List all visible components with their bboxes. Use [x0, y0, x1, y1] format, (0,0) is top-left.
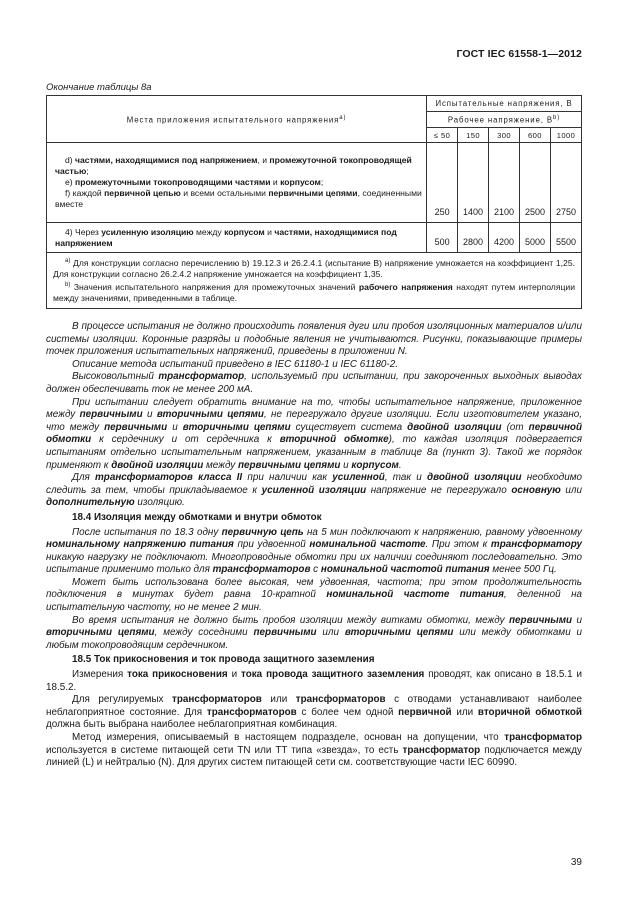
table-cell-value: 500	[427, 223, 458, 253]
voltage-col-header: ≤ 50	[427, 128, 458, 143]
table-cell-value: 5500	[550, 223, 581, 253]
header-test-voltages: Испытательные напряжения, В	[427, 96, 582, 112]
table-cell-value: 2750	[550, 143, 581, 223]
section-heading-18-5: 18.5 Ток прикосновения и ток провода защитного заземления	[72, 654, 375, 666]
paragraph: Измерения тока прикосновения и тока провода защитного заземления проводят, как описано в 18.5.1 и 18.5.2.	[46, 669, 582, 693]
table-cell-value: 4200	[489, 223, 520, 253]
table-cell-value: 2800	[458, 223, 489, 253]
paragraph: Для трансформаторов класса II при наличии как усиленной, так и двойной изоляции необходимо следить за тем, чтобы прикладываемое к усиленной изоляции напряжение не перегружало основную или дополнительную изоляцию.	[46, 472, 582, 509]
body-text	[46, 321, 582, 770]
footnote-b: $^{b)}$ Значения испытательного напряжения для промежуточных значений рабочего напряжения находят путем интерполяции между значениями, приведенными в таблице.	[53, 281, 575, 303]
voltage-col-header: 600	[520, 128, 551, 143]
voltage-col-header: 150	[458, 128, 489, 143]
paragraph: Метод измерения, описываемый в настоящем подразделе, основан на допущении, что трансформатор используется в системе питающей сети TN или TT типа «звезда», то есть трансформатор подключается между линией (L) и нейтралью (N). Для других систем питающей сети см. соответствующие части IEC 60990.	[46, 732, 582, 769]
table-cell-value: 5000	[520, 223, 551, 253]
test-voltage-table	[46, 95, 582, 309]
table-cell-value: 250	[427, 143, 458, 223]
standard-id: ГОСТ IEC 61558-1—2012	[456, 48, 582, 60]
paragraph: Во время испытания не должно быть пробоя изоляции между витками обмотки, между первичными и вторичными цепями, между соседними первичными или вторичными цепями или между обмотками и любым токопроводящим сердечником.	[46, 614, 583, 651]
voltage-col-header: 1000	[550, 128, 581, 143]
table-row-places-4: 4) Через усиленную изоляцию между корпусом и частями, находящимися под напряжением	[47, 223, 427, 253]
table-caption: Окончание таблицы 8а	[46, 82, 152, 93]
footnote-a: $^{a)}$ Для конструкции согласно перечислению b) 19.12.3 и 26.2.4.1 (испытание B) напряжение умножается на коэффициент 1,25. Для конструкции согласно 26.2.4.2 напряжение умножается на коэффициент 1,35.	[53, 257, 575, 279]
voltage-col-header: 300	[489, 128, 520, 143]
paragraph: Для регулируемых трансформаторов или трансформаторов с отводами устанавливают наиболее неблагоприятное состояние. Для трансформаторов с более чем одной первичной или вторичной обмоткой должна быть выбрана наиболее неблагоприятная комбинация.	[46, 694, 582, 731]
page-number: 39	[570, 857, 582, 868]
table-cell-value: 2100	[489, 143, 520, 223]
paragraph: В процессе испытания не должно происходить появления дуги или пробоя изоляционных материалов и/или системы изоляции. Коронные разряды и подобные явления не учитываются. Рисунки, показывающие примеры точек приложения испытательных напряжений, приведены в приложении N.	[46, 321, 582, 358]
paragraph: Может быть использована более высокая, чем удвоенная, частота; при этом продолжительность подключения в минутах будет равна 10-кратной номинальной частоте питания, деленной на испытательную частоту, но не менее 2 мин.	[46, 576, 582, 614]
header-working-voltage: Рабочее напряжение, $В^{b)}$	[427, 112, 582, 128]
header-places: Места приложения испытательного напряжения$^{a)}$	[47, 96, 427, 143]
table-row-places-d-e-f: d) частями, находящимися под напряжением, и промежуточной токопроводящей частью; e) промежуточными токопроводящими частями и корпусом; f) каждой первичной цепью и всеми остальными первичными цепями, соединенными вместе	[47, 143, 427, 223]
table-cell-value: 1400	[458, 143, 489, 223]
paragraph: Высоковольтный трансформатор, используемый при испытании, при закороченных выходных выводах должен обеспечивать ток не менее 200 мА.	[46, 371, 582, 395]
table-footnotes	[47, 253, 582, 309]
paragraph: После испытания по 18.3 одну первичную цепь на 5 мин подключают к напряжению, равному удвоенному номинальному напряжению питания при удвоенной номинальной частоте. При этом к трансформатору никакую нагрузку не подключают. Многопроводные обмотки при их наличии соединяют последовательно. Это испытание применимо только для трансформаторов с номинальной частотой питания менее 500 Гц.	[46, 526, 582, 576]
table-cell-value: 2500	[520, 143, 551, 223]
section-heading-18-4: 18.4 Изоляция между обмотками и внутри обмоток	[72, 511, 322, 523]
paragraph: Описание метода испытаний приведено в IEC 61180-1 и IEC 61180-2.	[72, 358, 398, 370]
paragraph: При испытании следует обратить внимание на то, чтобы испытательное напряжение, приложенное между первичными и вторичными цепями, не перегружало другие изоляции. Если изготовителем указано, что между первичными и вторичными цепями существует система двойной изоляции (от первичной обмотки к сердечнику и от сердечника к вторичной обмотке), то каждая изоляция подвергается испытаниям отдельно испытательным напряжением, указанным в таблице 8а (пункт 3). Такой же порядок применяют к двойной изоляции между первичными цепями и корпусом.	[46, 396, 582, 471]
